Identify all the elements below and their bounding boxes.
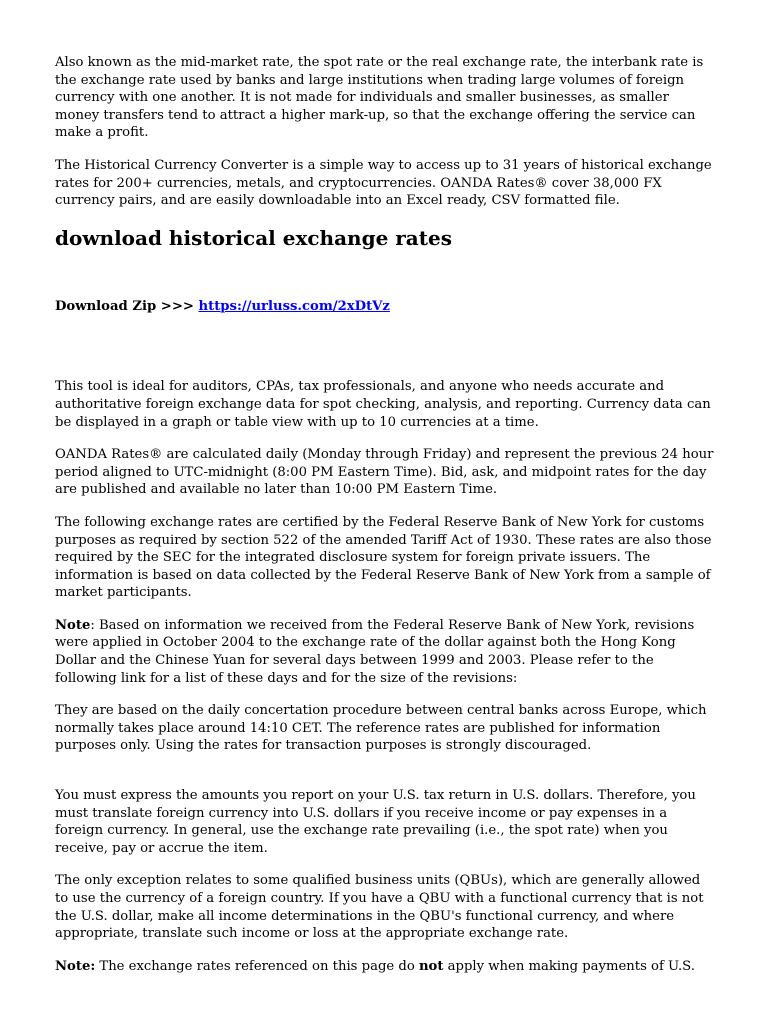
paragraph-oanda-rates: OANDA Rates® are calculated daily (Monday through Friday) and represent the previous 24 hour period aligned to UTC-midnight (8:00 PM Eastern Time). Bid, ask, and midpoint rates for the day are published and available no later than 10:00 PM Eastern Time. xyxy=(55,447,714,498)
note2-text-a: The exchange rates referenced on this page do xyxy=(95,958,419,974)
note2-label: Note: xyxy=(55,958,96,974)
note2-bold-not: not xyxy=(418,958,444,974)
paragraph-note-payments xyxy=(55,958,715,976)
intro-paragraph-interbank: Also known as the mid-market rate, the spot rate or the real exchange rate, the interbank rate is the exchange rate used by banks and large institutions when trading large volumes of foreign currency with one another. It is not made for individuals and smaller businesses, as smaller money transfers tend to attract a higher mark-up, so that the exchange offering the service can make a profit. xyxy=(55,55,704,141)
paragraph-concertation: They are based on the daily concertation procedure between central banks across Europe, which normally takes place around 14:10 CET. The reference rates are published for information purposes only. Using the rates for transaction purposes is strongly discouraged. xyxy=(55,703,707,754)
download-label: Download Zip >>> xyxy=(55,298,199,314)
section-heading: download historical exchange rates xyxy=(55,225,452,250)
download-line xyxy=(55,298,715,316)
note-text: : Based on information we received from the Federal Reserve Bank of New York, revisions were applied in October 2004 to the exchange rate of the dollar against both the Hong Kong Dollar and the Chinese Yuan for several days between 1999 and 2003. Please refer to the following link for a list of these days and for the size of the revisions: xyxy=(55,617,695,686)
note-label: Note xyxy=(55,617,91,633)
paragraph-qbu-exception: The only exception relates to some qualified business units (QBUs), which are generally allowed to use the currency of a foreign country. If you have a QBU with a functional currency that is not the U.S. dollar, make all income determinations in the QBU's functional currency, and where appropriate, translate such income or loss at the appropriate exchange rate. xyxy=(55,873,704,942)
intro-paragraph-converter: The Historical Currency Converter is a simple way to access up to 31 years of historical exchange rates for 200+ currencies, metals, and cryptocurrencies. OANDA Rates® cover 38,000 FX currency pairs, and are easily downloadable into an Excel ready, CSV formatted file. xyxy=(55,157,712,209)
note2-text-b: apply when making payments of U.S. xyxy=(443,958,695,974)
paragraph-tax-return: You must express the amounts you report on your U.S. tax return in U.S. dollars. Therefore, you must translate foreign currency into U.S. dollars if you receive income or pay expenses in a foreign currency. In general, use the exchange rate prevailing (i.e., the spot rate) when you receive, pay or accrue the item. xyxy=(55,788,696,856)
paragraph-tool-ideal: This tool is ideal for auditors, CPAs, tax professionals, and anyone who needs accurate and authoritative foreign exchange data for spot checking, analysis, and reporting. Currency data can be displayed in a graph or table view with up to 10 currencies at a time. xyxy=(55,379,711,430)
document-page xyxy=(55,54,715,990)
paragraph-certified-rates: The following exchange rates are certified by the Federal Reserve Bank of New York for customs purposes as required by section 522 of the amended Tariff Act of 1930. These rates are also those required by the SEC for the integrated disclosure system for foreign private issuers. The information is based on data collected by the Federal Reserve Bank of New York from a sample of market participants. xyxy=(55,514,712,601)
download-link[interactable]: https://urluss.com/2xDtVz xyxy=(198,298,390,314)
paragraph-note-revisions xyxy=(55,617,715,687)
